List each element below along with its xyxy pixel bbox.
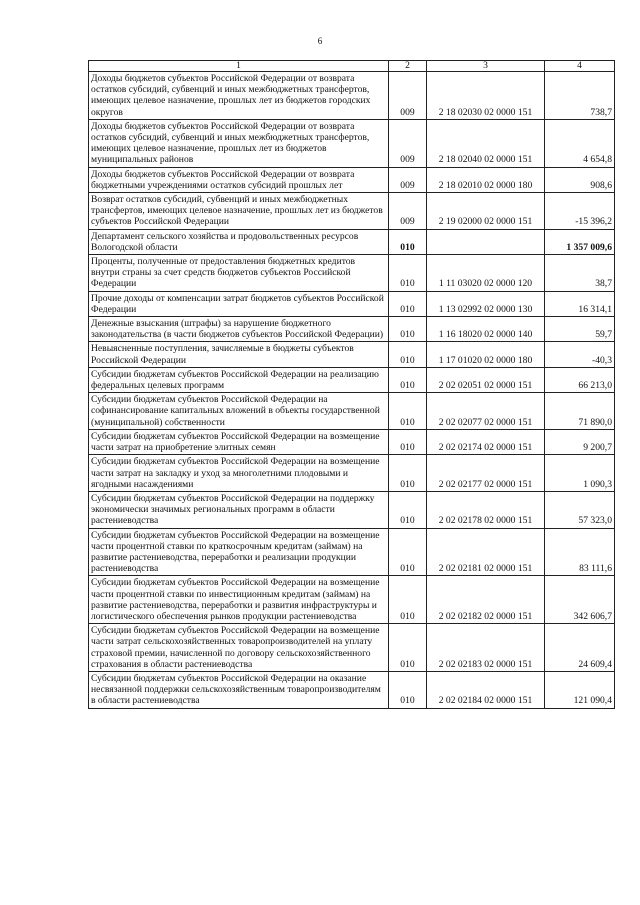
row-budget-code: 2 02 02182 02 0000 151 xyxy=(427,576,545,624)
row-budget-code: 2 18 02040 02 0000 151 xyxy=(427,119,545,167)
row-description: Доходы бюджетов субъектов Российской Федерации от возврата остатков субсидий, субвенций и иных межбюджетных трансфертов, имеющих целевое назначение, прошлых лет из бюджетов муниципальных районов xyxy=(89,119,389,167)
row-amount: 38,7 xyxy=(545,255,615,292)
row-amount: 1 090,3 xyxy=(545,455,615,492)
row-description: Невыясненные поступления, зачисляемые в бюджеты субъектов Российской Федерации xyxy=(89,342,389,367)
table-row xyxy=(89,72,615,120)
header-col-3: 3 xyxy=(427,61,545,72)
row-description: Субсидии бюджетам субъектов Российской Федерации на возмещение части затрат на закладку и уход за многолетними плодовыми и ягодными насаждениями xyxy=(89,455,389,492)
row-admin-code: 010 xyxy=(389,291,427,316)
table-row xyxy=(89,429,615,454)
row-admin-code: 009 xyxy=(389,167,427,192)
table-row xyxy=(89,342,615,367)
row-admin-code: 009 xyxy=(389,119,427,167)
row-description: Денежные взыскания (штрафы) за нарушение бюджетного законодательства (в части бюджетов субъектов Российской Федерации) xyxy=(89,317,389,342)
row-amount: 66 213,0 xyxy=(545,367,615,392)
row-amount: 71 890,0 xyxy=(545,393,615,430)
row-admin-code: 010 xyxy=(389,491,427,528)
row-description: Субсидии бюджетам субъектов Российской Федерации на возмещение части процентной ставки по инвестиционным кредитам (займам) на развитие растениеводства, переработки и развития инфраструктуры и логистического обеспечения рынков продукции растениеводства xyxy=(89,576,389,624)
row-amount: 83 111,6 xyxy=(545,528,615,576)
row-description: Прочие доходы от компенсации затрат бюджетов субъектов Российской Федерации xyxy=(89,291,389,316)
row-budget-code: 1 13 02992 02 0000 130 xyxy=(427,291,545,316)
row-admin-code: 010 xyxy=(389,624,427,672)
row-budget-code: 2 18 02010 02 0000 180 xyxy=(427,167,545,192)
row-admin-code: 010 xyxy=(389,255,427,292)
row-admin-code: 010 xyxy=(389,528,427,576)
row-amount: 121 090,4 xyxy=(545,671,615,708)
row-description: Субсидии бюджетам субъектов Российской Федерации на софинансирование капитальных вложений в объекты государственной (муниципальной) собственности xyxy=(89,393,389,430)
row-amount: 9 200,7 xyxy=(545,429,615,454)
table-row xyxy=(89,255,615,292)
row-admin-code: 010 xyxy=(389,671,427,708)
table-row xyxy=(89,119,615,167)
row-admin-code: 010 xyxy=(389,576,427,624)
row-amount: -40,3 xyxy=(545,342,615,367)
table-row xyxy=(89,528,615,576)
row-admin-code: 010 xyxy=(389,317,427,342)
row-amount: 908,6 xyxy=(545,167,615,192)
row-admin-code: 010 xyxy=(389,455,427,492)
row-description: Субсидии бюджетам субъектов Российской Федерации на оказание несвязанной поддержки сельскохозяйственным товаропроизводителям в области растениеводства xyxy=(89,671,389,708)
row-amount: 1 357 009,6 xyxy=(545,229,615,254)
table-row xyxy=(89,671,615,708)
row-amount: 16 314,1 xyxy=(545,291,615,316)
row-amount: 4 654,8 xyxy=(545,119,615,167)
header-col-4: 4 xyxy=(545,61,615,72)
table-row xyxy=(89,291,615,316)
row-budget-code: 2 19 02000 02 0000 151 xyxy=(427,193,545,230)
row-budget-code: 2 02 02177 02 0000 151 xyxy=(427,455,545,492)
row-description: Субсидии бюджетам субъектов Российской Федерации на реализацию федеральных целевых программ xyxy=(89,367,389,392)
row-admin-code: 009 xyxy=(389,72,427,120)
row-budget-code: 2 02 02183 02 0000 151 xyxy=(427,624,545,672)
row-budget-code: 2 02 02051 02 0000 151 xyxy=(427,367,545,392)
row-amount: 57 323,0 xyxy=(545,491,615,528)
table-row xyxy=(89,624,615,672)
row-amount: -15 396,2 xyxy=(545,193,615,230)
row-description: Субсидии бюджетам субъектов Российской Федерации на возмещение части затрат на приобретение элитных семян xyxy=(89,429,389,454)
row-description: Субсидии бюджетам субъектов Российской Федерации на возмещение части затрат сельскохозяйственных товаропроизводителей на уплату страховой премии, начисленной по договору сельскохозяйственного страхования в области растениеводства xyxy=(89,624,389,672)
table-body xyxy=(89,72,615,709)
row-budget-code: 2 18 02030 02 0000 151 xyxy=(427,72,545,120)
row-budget-code: 2 02 02077 02 0000 151 xyxy=(427,393,545,430)
row-budget-code: 2 02 02178 02 0000 151 xyxy=(427,491,545,528)
table-row xyxy=(89,576,615,624)
table-row xyxy=(89,491,615,528)
row-admin-code: 010 xyxy=(389,342,427,367)
row-admin-code: 009 xyxy=(389,193,427,230)
row-description: Доходы бюджетов субъектов Российской Федерации от возврата остатков субсидий, субвенций и иных межбюджетных трансфертов, имеющих целевое назначение, прошлых лет из бюджетов городских округов xyxy=(89,72,389,120)
table-row xyxy=(89,229,615,254)
header-col-1: 1 xyxy=(89,61,389,72)
row-amount: 738,7 xyxy=(545,72,615,120)
row-amount: 59,7 xyxy=(545,317,615,342)
row-budget-code: 2 02 02181 02 0000 151 xyxy=(427,528,545,576)
row-description: Субсидии бюджетам субъектов Российской Федерации на возмещение части процентной ставки по краткосрочным кредитам (займам) на развитие растениеводства, переработки и реализации продукции растениеводства xyxy=(89,528,389,576)
row-admin-code: 010 xyxy=(389,367,427,392)
row-budget-code: 1 17 01020 02 0000 180 xyxy=(427,342,545,367)
row-description: Доходы бюджетов субъектов Российской Федерации от возврата бюджетными учреждениями остатков субсидий прошлых лет xyxy=(89,167,389,192)
row-admin-code: 010 xyxy=(389,229,427,254)
row-budget-code: 1 11 03020 02 0000 120 xyxy=(427,255,545,292)
header-col-2: 2 xyxy=(389,61,427,72)
row-description: Возврат остатков субсидий, субвенций и иных межбюджетных трансфертов, имеющих целевое назначение, прошлых лет из бюджетов субъектов Российской Федерации xyxy=(89,193,389,230)
revenue-table xyxy=(88,60,615,709)
row-admin-code: 010 xyxy=(389,393,427,430)
row-admin-code: 010 xyxy=(389,429,427,454)
row-description: Департамент сельского хозяйства и продовольственных ресурсов Вологодской области xyxy=(89,229,389,254)
table-row xyxy=(89,167,615,192)
table-row xyxy=(89,393,615,430)
row-description: Субсидии бюджетам субъектов Российской Федерации на поддержку экономически значимых региональных программ в области растениеводства xyxy=(89,491,389,528)
row-budget-code: 1 16 18020 02 0000 140 xyxy=(427,317,545,342)
row-amount: 342 606,7 xyxy=(545,576,615,624)
row-budget-code: 2 02 02174 02 0000 151 xyxy=(427,429,545,454)
table-row xyxy=(89,455,615,492)
row-budget-code: 2 02 02184 02 0000 151 xyxy=(427,671,545,708)
table-row xyxy=(89,317,615,342)
table-row xyxy=(89,193,615,230)
page-number: 6 xyxy=(317,36,323,46)
row-description: Проценты, полученные от предоставления бюджетных кредитов внутри страны за счет средств бюджетов субъектов Российской Федерации xyxy=(89,255,389,292)
row-amount: 24 609,4 xyxy=(545,624,615,672)
row-budget-code xyxy=(427,229,545,254)
table-row xyxy=(89,367,615,392)
table-header-row xyxy=(89,61,615,72)
